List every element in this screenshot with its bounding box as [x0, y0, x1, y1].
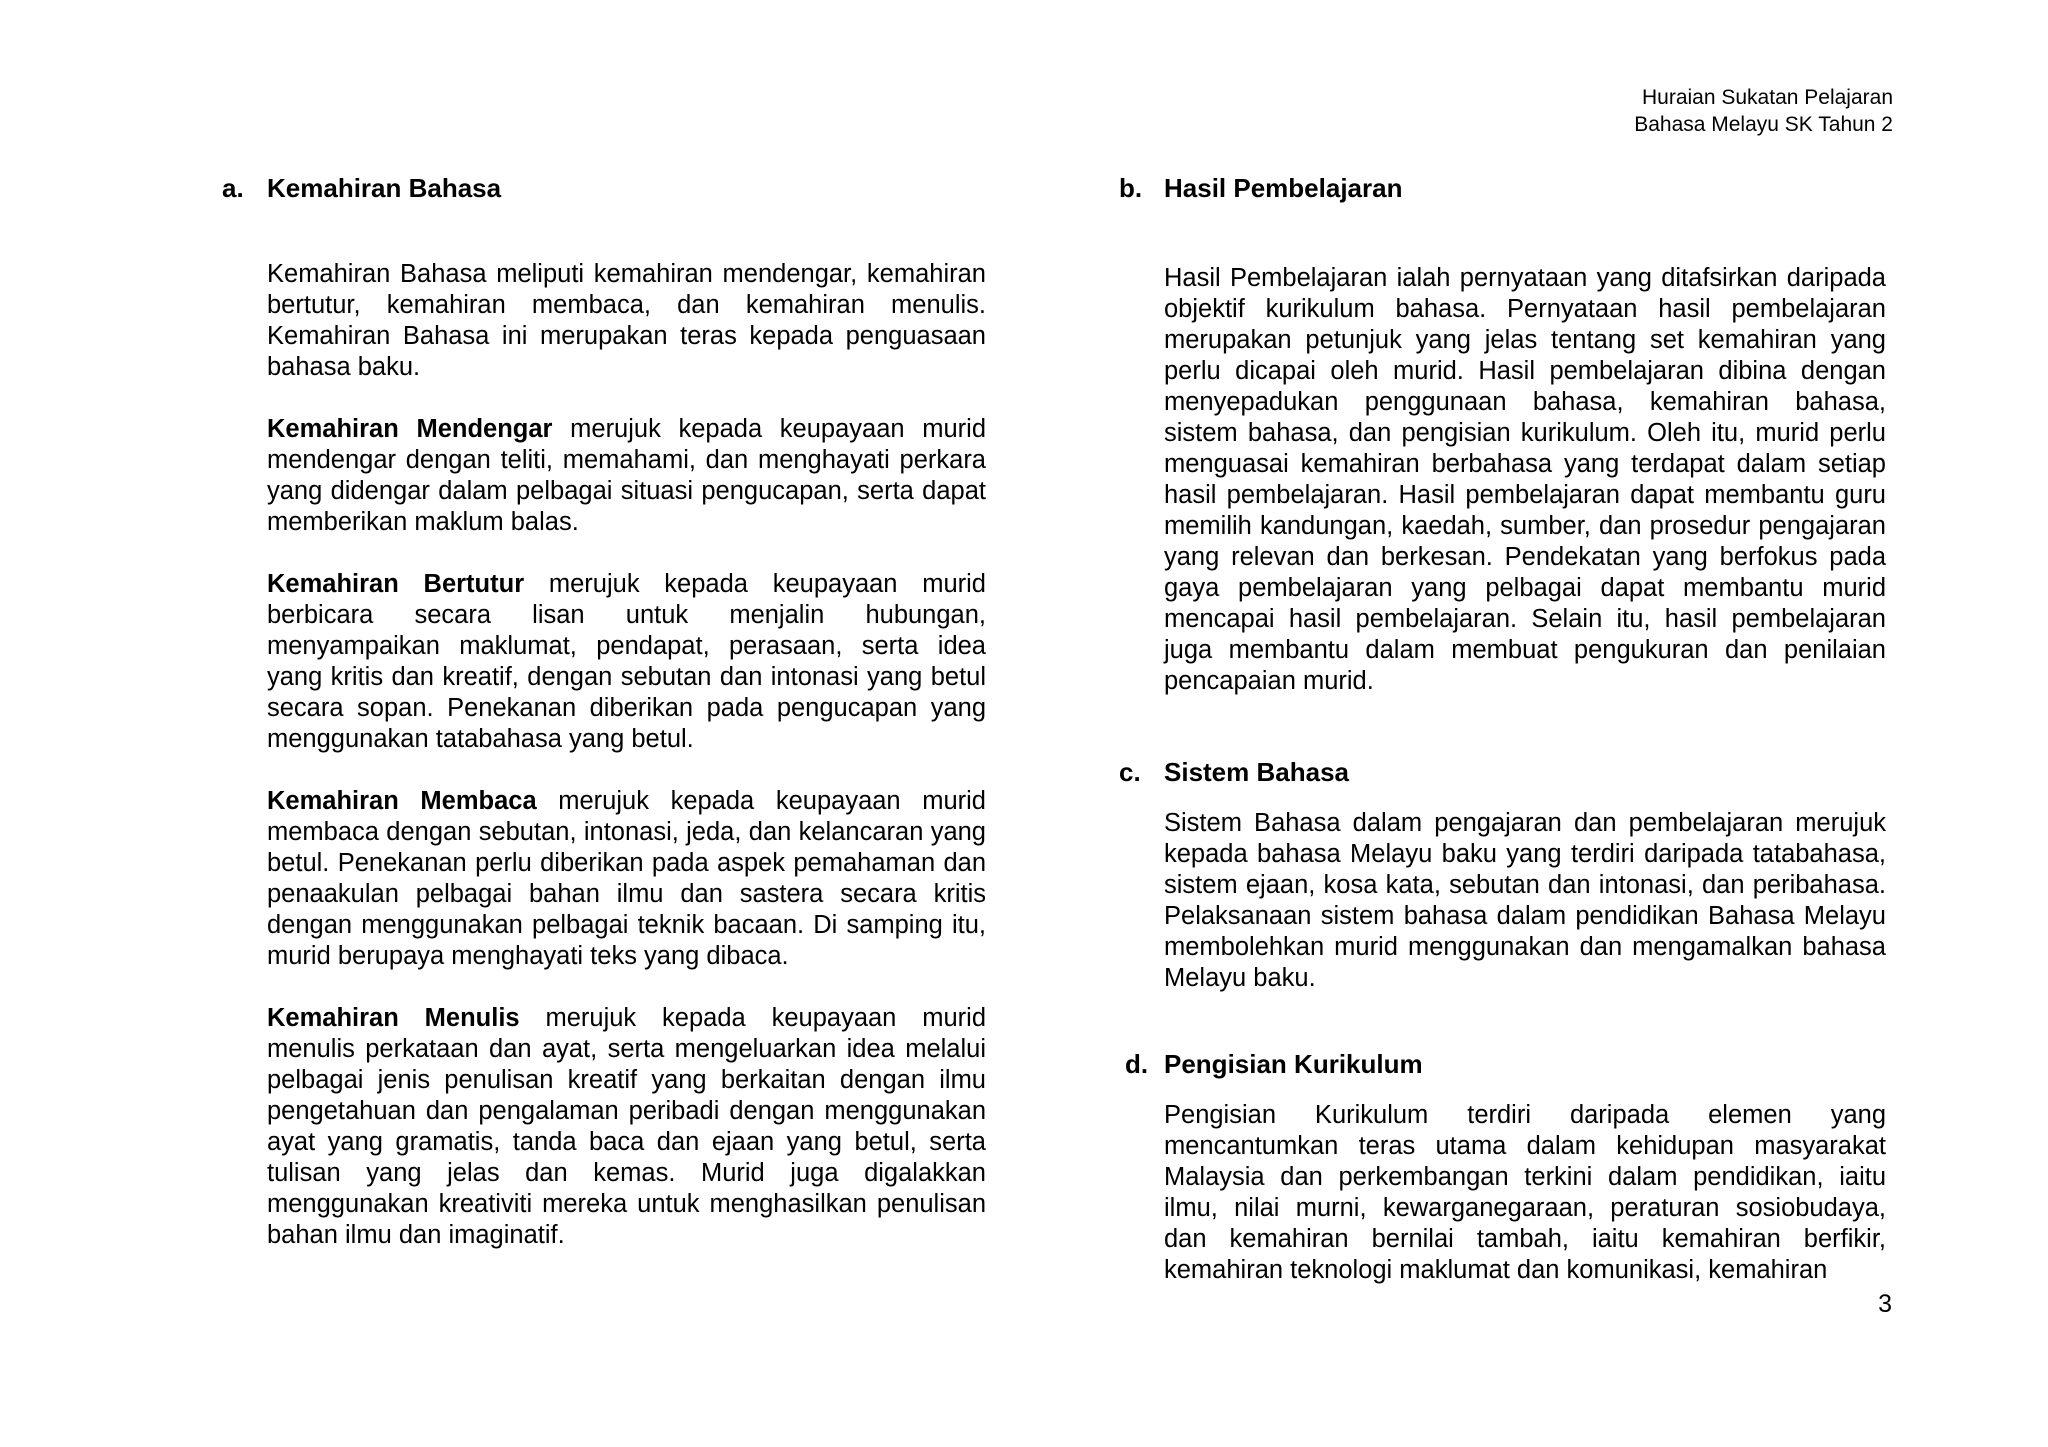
paragraph-term: Kemahiran Mendengar: [267, 415, 553, 443]
paragraph-text: Pengisian Kurikulum terdiri daripada elemen yang mencantumkan teras utama dalam kehidupan masyarakat Malaysia dan perkembangan terkini dalam pendidikan, iaitu ilmu, nilai murni, kewarganegaraan, peraturan sosiobudaya, dan kemahiran bernilai tambah, iaitu kemahiran berfikir, kemahiran teknologi maklumat dan komunikasi, kemahiran: [1164, 1101, 1886, 1284]
section-body: [267, 259, 986, 1251]
section-pengisian-kurikulum: [1125, 1049, 1886, 1286]
paragraph-text: Kemahiran Bahasa meliputi kemahiran mendengar, kemahiran bertutur, kemahiran membaca, dan kemahiran menulis. Kemahiran Bahasa ini merupakan teras kepada penguasaan bahasa baku.: [267, 260, 986, 381]
paragraph-text: Hasil Pembelajaran ialah pernyataan yang ditafsirkan daripada objektif kurikulum bahasa. Pernyataan hasil pembelajaran merupakan petunjuk yang jelas tentang set kemahiran yang perlu dicapai oleh murid. Hasil pembelajaran dibina dengan menyepadukan penggunaan bahasa, kemahiran bahasa, sistem bahasa, dan pengisian kurikulum. Oleh itu, murid perlu menguasai kemahiran berbahasa yang terdapat dalam setiap hasil pembelajaran. Hasil pembelajaran dapat membantu guru memilih kandungan, kaedah, sumber, dan prosedur pengajaran yang relevan dan berkesan. Pendekatan yang berfokus pada gaya pembelajaran yang pelbagai dapat membantu murid mencapai hasil pembelajaran. Selain itu, hasil pembelajaran juga membantu dalam membuat pengukuran dan penilaian pencapaian murid.: [1164, 264, 1886, 695]
page-number: 3: [1878, 1290, 1892, 1318]
paragraph: [1164, 263, 1886, 697]
running-header: [1634, 84, 1893, 138]
paragraph: [267, 786, 986, 972]
paragraph-text: merujuk kepada keupayaan murid membaca dengan sebutan, intonasi, jeda, dan kelancaran yang betul. Penekanan perlu diberikan pada aspek pemahaman dan penaakulan pelbagai bahan ilmu dan sastera secara kritis dengan menggunakan pelbagai teknik bacaan. Di samping itu, murid berupaya menghayati teks yang dibaca.: [267, 787, 986, 970]
paragraph: [1164, 1100, 1886, 1286]
header-line-2: Bahasa Melayu SK Tahun 2: [1634, 113, 1893, 136]
paragraph: [267, 414, 986, 538]
paragraph: [267, 259, 986, 383]
section-body: [1164, 263, 1886, 697]
section-letter: c.: [1119, 757, 1141, 787]
section-letter: d.: [1125, 1049, 1149, 1079]
section-title: Pengisian Kurikulum: [1164, 1049, 1423, 1079]
paragraph-text: merujuk kepada keupayaan murid mendengar dengan teliti, memahami, dan menghayati perkara yang didengar dalam pelbagai situasi pengucapan, serta dapat memberikan maklum balas.: [267, 415, 987, 536]
header-line-1: Huraian Sukatan Pelajaran: [1642, 86, 1893, 109]
paragraph: [267, 569, 986, 755]
section-sistem-bahasa: [1119, 757, 1886, 994]
paragraph-term: Kemahiran Menulis: [267, 1004, 520, 1032]
section-letter: b.: [1119, 173, 1143, 203]
section-kemahiran-bahasa: [222, 173, 986, 1251]
paragraph: [1164, 808, 1886, 994]
section-title: Sistem Bahasa: [1164, 757, 1349, 787]
section-title: Kemahiran Bahasa: [267, 173, 502, 203]
section-heading: [1119, 757, 1886, 788]
paragraph-text: merujuk kepada keupayaan murid berbicara secara lisan untuk menjalin hubungan, menyampaikan maklumat, pendapat, perasaan, serta idea yang kritis dan kreatif, dengan sebutan dan intonasi yang betul secara sopan. Penekanan diberikan pada pengucapan yang menggunakan tatabahasa yang betul.: [267, 570, 986, 753]
section-body: [1164, 808, 1886, 994]
section-heading: [1125, 1049, 1886, 1080]
section-title: Hasil Pembelajaran: [1164, 173, 1403, 203]
paragraph-text: merujuk kepada keupayaan murid menulis perkataan dan ayat, serta mengeluarkan idea melalui pelbagai jenis penulisan kreatif yang berkaitan dengan ilmu pengetahuan dan pengalaman peribadi dengan menggunakan ayat yang gramatis, tanda baca dan ejaan yang betul, serta tulisan yang jelas dan kemas. Murid juga digalakkan menggunakan kreativiti mereka untuk menghasilkan penulisan bahan ilmu dan imaginatif.: [267, 1004, 987, 1249]
paragraph-term: Kemahiran Bertutur: [267, 570, 525, 598]
section-heading: [1119, 173, 1886, 204]
section-letter: a.: [222, 173, 244, 203]
section-body: [1164, 1100, 1886, 1286]
section-heading: [222, 173, 986, 204]
paragraph: [267, 1003, 986, 1251]
section-hasil-pembelajaran: [1119, 173, 1886, 697]
paragraph-term: Kemahiran Membaca: [267, 787, 537, 815]
paragraph-text: Sistem Bahasa dalam pengajaran dan pembelajaran merujuk kepada bahasa Melayu baku yang terdiri daripada tatabahasa, sistem ejaan, kosa kata, sebutan dan intonasi, dan peribahasa. Pelaksanaan sistem bahasa dalam pendidikan Bahasa Melayu membolehkan murid menggunakan dan mengamalkan bahasa Melayu baku.: [1164, 809, 1886, 992]
